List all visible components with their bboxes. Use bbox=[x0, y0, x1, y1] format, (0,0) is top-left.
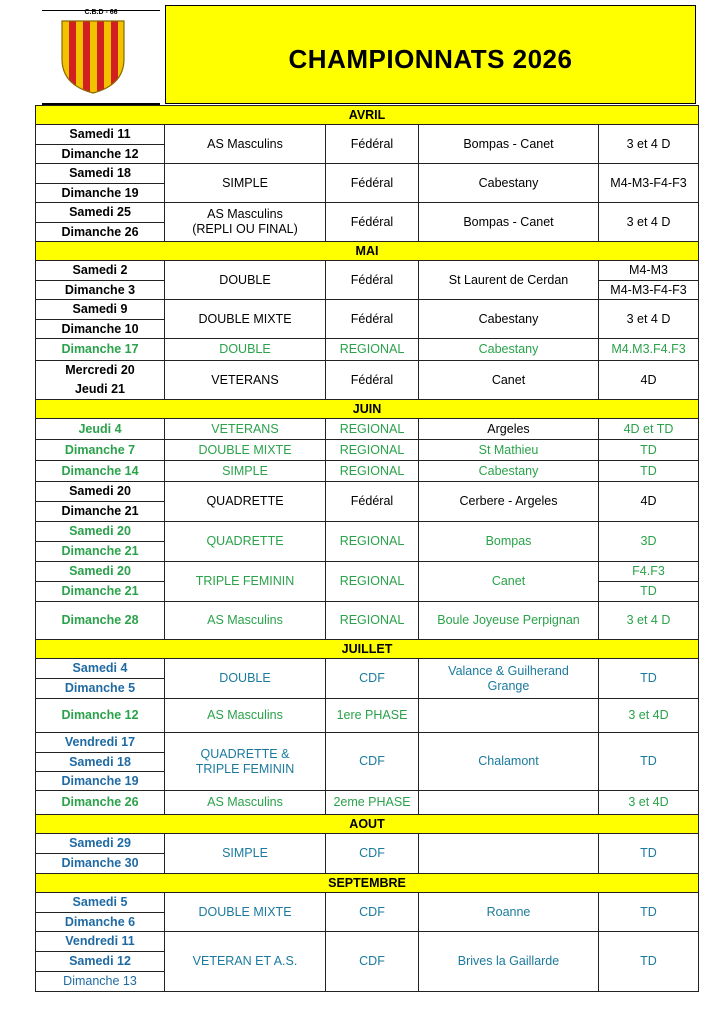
month-header-aout bbox=[36, 815, 699, 834]
category-cell: TD bbox=[599, 834, 699, 874]
day-cell: Samedi 18 bbox=[36, 753, 165, 772]
month-label: AOUT bbox=[36, 815, 699, 834]
catalan-shield-icon bbox=[60, 19, 126, 95]
place-line: Grange bbox=[487, 678, 530, 693]
level-cell: CDF bbox=[326, 893, 419, 932]
category-cell: M4-M3-F4-F3 bbox=[599, 281, 699, 300]
day-cell: Dimanche 3 bbox=[36, 281, 165, 300]
table-row bbox=[36, 562, 699, 582]
place-cell: Cabestany bbox=[419, 164, 599, 203]
table-row bbox=[36, 733, 699, 753]
place-cell: Boule Joyeuse Perpignan bbox=[419, 602, 599, 640]
day-cell: Samedi 9 bbox=[36, 300, 165, 320]
table-row bbox=[36, 440, 699, 461]
category-cell: TD bbox=[599, 659, 699, 699]
place-cell bbox=[419, 699, 599, 733]
day-cell: Vendredi 11 bbox=[36, 932, 165, 952]
event-cell: DOUBLE bbox=[165, 261, 326, 300]
category-cell: 3D bbox=[599, 522, 699, 562]
table-row bbox=[36, 482, 699, 502]
level-cell: REGIONAL bbox=[326, 461, 419, 482]
day-cell: Samedi 25 bbox=[36, 203, 165, 223]
place-cell: Bompas - Canet bbox=[419, 203, 599, 242]
event-cell: AS Masculins bbox=[165, 791, 326, 815]
event-cell: VETERAN ET A.S. bbox=[165, 932, 326, 992]
level-cell: REGIONAL bbox=[326, 419, 419, 440]
category-cell: TD bbox=[599, 893, 699, 932]
place-cell: Argeles bbox=[419, 419, 599, 440]
level-cell: REGIONAL bbox=[326, 562, 419, 602]
day-cell: Dimanche 6 bbox=[36, 913, 165, 932]
day-cell: Dimanche 21 bbox=[36, 502, 165, 522]
level-cell: Fédéral bbox=[326, 203, 419, 242]
event-cell: AS Masculins bbox=[165, 699, 326, 733]
logo-text: C.B.D - 66 bbox=[84, 9, 118, 16]
event-cell: QUADRETTE bbox=[165, 482, 326, 522]
level-cell: Fédéral bbox=[326, 482, 419, 522]
day-cell: Samedi 12 bbox=[36, 952, 165, 972]
month-label: SEPTEMBRE bbox=[36, 874, 699, 893]
day-cell: Mercredi 20 bbox=[36, 361, 165, 381]
place-cell: Bompas bbox=[419, 522, 599, 562]
month-label: AVRIL bbox=[36, 106, 699, 125]
category-cell: 4D bbox=[599, 361, 699, 400]
place-cell: St Mathieu bbox=[419, 440, 599, 461]
day-cell: Samedi 4 bbox=[36, 659, 165, 679]
level-cell: CDF bbox=[326, 733, 419, 791]
month-header-juillet bbox=[36, 640, 699, 659]
day-cell: Dimanche 28 bbox=[36, 602, 165, 640]
day-cell: Vendredi 17 bbox=[36, 733, 165, 753]
table-row bbox=[36, 791, 699, 815]
level-cell: Fédéral bbox=[326, 261, 419, 300]
category-cell: TD bbox=[599, 440, 699, 461]
event-line: QUADRETTE & bbox=[200, 746, 290, 761]
event-cell: DOUBLE bbox=[165, 339, 326, 361]
event-line: (REPLI OU FINAL) bbox=[192, 222, 298, 236]
day-cell: Samedi 2 bbox=[36, 261, 165, 281]
table-row bbox=[36, 461, 699, 482]
table-row bbox=[36, 419, 699, 440]
table-row bbox=[36, 361, 699, 381]
event-cell: DOUBLE bbox=[165, 659, 326, 699]
table-row bbox=[36, 893, 699, 913]
event-cell: DOUBLE MIXTE bbox=[165, 300, 326, 339]
day-cell: Samedi 20 bbox=[36, 562, 165, 582]
category-cell: 3 et 4D bbox=[599, 791, 699, 815]
category-cell: 4D et TD bbox=[599, 419, 699, 440]
category-cell: TD bbox=[599, 733, 699, 791]
day-cell: Jeudi 21 bbox=[36, 381, 165, 400]
table-row bbox=[36, 522, 699, 542]
category-cell: 3 et 4 D bbox=[599, 125, 699, 164]
level-cell: Fédéral bbox=[326, 361, 419, 400]
level-cell: CDF bbox=[326, 659, 419, 699]
day-cell: Samedi 5 bbox=[36, 893, 165, 913]
event-cell: VETERANS bbox=[165, 419, 326, 440]
day-cell: Dimanche 19 bbox=[36, 184, 165, 203]
day-cell: Jeudi 4 bbox=[36, 419, 165, 440]
level-cell: REGIONAL bbox=[326, 440, 419, 461]
category-cell: M4-M3 bbox=[599, 261, 699, 281]
place-cell: St Laurent de Cerdan bbox=[419, 261, 599, 300]
place-cell: Cerbere - Argeles bbox=[419, 482, 599, 522]
event-cell: QUADRETTE bbox=[165, 522, 326, 562]
level-cell: Fédéral bbox=[326, 300, 419, 339]
level-cell: 1ere PHASE bbox=[326, 699, 419, 733]
event-line: AS Masculins bbox=[207, 207, 283, 221]
place-cell: Roanne bbox=[419, 893, 599, 932]
day-cell: Dimanche 30 bbox=[36, 854, 165, 874]
table-row bbox=[36, 300, 699, 320]
month-header-mai bbox=[36, 242, 699, 261]
event-cell: TRIPLE FEMININ bbox=[165, 562, 326, 602]
level-cell: REGIONAL bbox=[326, 522, 419, 562]
table-row bbox=[36, 699, 699, 733]
category-cell: M4-M3-F4-F3 bbox=[599, 164, 699, 203]
day-cell: Dimanche 21 bbox=[36, 582, 165, 602]
place-cell: Bompas - Canet bbox=[419, 125, 599, 164]
place-cell: Canet bbox=[419, 562, 599, 602]
place-cell bbox=[419, 834, 599, 874]
place-cell: Cabestany bbox=[419, 300, 599, 339]
event-cell: AS Masculins bbox=[165, 125, 326, 164]
event-cell: VETERANS bbox=[165, 361, 326, 400]
day-cell: Dimanche 12 bbox=[36, 699, 165, 733]
place-cell: Chalamont bbox=[419, 733, 599, 791]
day-cell: Samedi 20 bbox=[36, 522, 165, 542]
event-cell: AS Masculins bbox=[165, 602, 326, 640]
event-cell: DOUBLE MIXTE bbox=[165, 893, 326, 932]
level-cell: CDF bbox=[326, 834, 419, 874]
event-cell: SIMPLE bbox=[165, 164, 326, 203]
day-cell: Samedi 18 bbox=[36, 164, 165, 184]
event-cell: SIMPLE bbox=[165, 461, 326, 482]
category-cell: 3 et 4 D bbox=[599, 203, 699, 242]
event-cell: DOUBLE MIXTE bbox=[165, 440, 326, 461]
event-cell: SIMPLE bbox=[165, 834, 326, 874]
schedule-table bbox=[35, 105, 699, 992]
place-line: Valance & Guilherand bbox=[448, 663, 569, 678]
category-cell: 3 et 4 D bbox=[599, 602, 699, 640]
month-header-septembre bbox=[36, 874, 699, 893]
day-cell: Dimanche 19 bbox=[36, 772, 165, 791]
logo bbox=[42, 10, 160, 105]
month-header-juin bbox=[36, 400, 699, 419]
category-cell: 3 et 4D bbox=[599, 699, 699, 733]
table-row bbox=[36, 203, 699, 223]
day-cell: Samedi 29 bbox=[36, 834, 165, 854]
event-cell bbox=[165, 203, 326, 242]
level-cell: REGIONAL bbox=[326, 602, 419, 640]
category-cell: 3 et 4 D bbox=[599, 300, 699, 339]
month-label: MAI bbox=[36, 242, 699, 261]
day-cell: Dimanche 26 bbox=[36, 791, 165, 815]
category-cell: TD bbox=[599, 461, 699, 482]
level-cell: 2eme PHASE bbox=[326, 791, 419, 815]
table-row bbox=[36, 932, 699, 952]
day-cell: Dimanche 26 bbox=[36, 223, 165, 242]
place-cell: Cabestany bbox=[419, 339, 599, 361]
day-cell: Samedi 11 bbox=[36, 125, 165, 145]
level-cell: CDF bbox=[326, 932, 419, 992]
event-line: TRIPLE FEMININ bbox=[195, 761, 295, 776]
day-cell: Dimanche 10 bbox=[36, 320, 165, 339]
event-cell bbox=[165, 733, 326, 791]
place-cell: Canet bbox=[419, 361, 599, 400]
title-banner bbox=[165, 5, 696, 104]
place-cell bbox=[419, 791, 599, 815]
place-cell bbox=[419, 659, 599, 699]
day-cell: Dimanche 7 bbox=[36, 440, 165, 461]
table-row bbox=[36, 602, 699, 640]
table-row bbox=[36, 261, 699, 281]
level-cell: Fédéral bbox=[326, 164, 419, 203]
day-cell: Dimanche 14 bbox=[36, 461, 165, 482]
category-cell: TD bbox=[599, 932, 699, 992]
month-label: JUILLET bbox=[36, 640, 699, 659]
table-row bbox=[36, 339, 699, 361]
category-cell: F4.F3 bbox=[599, 562, 699, 582]
day-cell: Dimanche 21 bbox=[36, 542, 165, 562]
table-row bbox=[36, 164, 699, 184]
place-cell: Cabestany bbox=[419, 461, 599, 482]
place-cell: Brives la Gaillarde bbox=[419, 932, 599, 992]
day-cell: Samedi 20 bbox=[36, 482, 165, 502]
table-row bbox=[36, 834, 699, 854]
level-cell: REGIONAL bbox=[326, 339, 419, 361]
day-cell: Dimanche 5 bbox=[36, 679, 165, 699]
category-cell: TD bbox=[599, 582, 699, 602]
month-label: JUIN bbox=[36, 400, 699, 419]
day-cell: Dimanche 12 bbox=[36, 145, 165, 164]
day-cell: Dimanche 13 bbox=[36, 972, 165, 992]
day-cell: Dimanche 17 bbox=[36, 339, 165, 361]
page-header bbox=[0, 0, 724, 105]
level-cell: Fédéral bbox=[326, 125, 419, 164]
page-title: CHAMPIONNATS 2026 bbox=[288, 44, 573, 74]
month-header-avril bbox=[36, 106, 699, 125]
table-row bbox=[36, 125, 699, 145]
category-cell: 4D bbox=[599, 482, 699, 522]
category-cell: M4.M3.F4.F3 bbox=[599, 339, 699, 361]
table-row bbox=[36, 659, 699, 679]
